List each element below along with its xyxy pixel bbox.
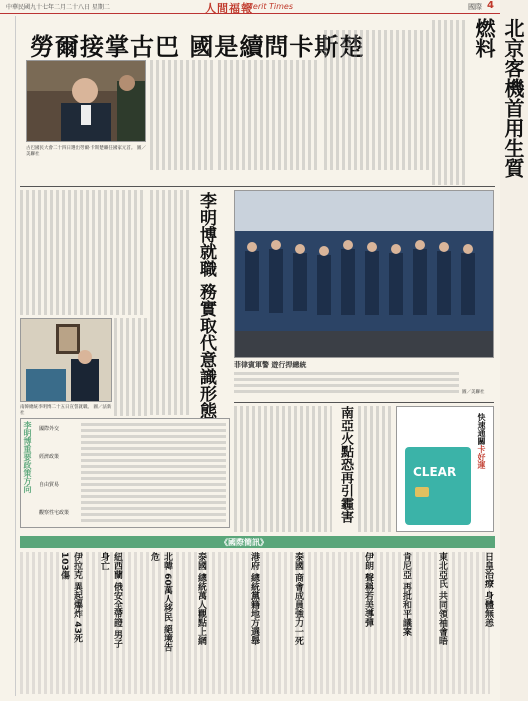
briefs-banner-title: 《國際簡訊》 xyxy=(220,538,268,547)
story3-body-col2 xyxy=(20,190,145,315)
lee-myung-bak-photo xyxy=(21,319,111,401)
story4-caption-body xyxy=(234,372,459,396)
story5-body-right xyxy=(358,406,393,532)
story1-caption-text: 古巴國民大會二十四日選出勞爾·卡斯楚繼任國家元首。 xyxy=(26,146,136,151)
story5-headline: 南亞火點恐再引霾害 xyxy=(338,406,353,523)
issue-date: 中華民國九十七年二月二十八日 星期二 xyxy=(6,4,110,11)
page-number: 4 xyxy=(487,0,494,11)
brief-item-title: 伊朗 聲稱若美導彈 xyxy=(363,552,373,628)
story1-body-col2 xyxy=(218,60,318,170)
divider-mid xyxy=(234,402,494,403)
policy-row-label: 觀察性宅政策 xyxy=(39,510,70,516)
raul-castro-photo xyxy=(27,61,145,141)
left-margin-strip xyxy=(0,16,16,696)
ad-accent: 卡好運 xyxy=(477,445,487,469)
policy-row-label: 自由貿易 xyxy=(39,482,60,488)
story4-caption-title: 菲律賓軍警 遊行捍總統 xyxy=(234,361,307,369)
police-march-photo xyxy=(235,191,493,357)
policy-row-label: 國際外交 xyxy=(39,426,60,432)
brief-item-title: 泰國 商會成員強力一死 xyxy=(293,552,303,646)
story3-body-col1 xyxy=(150,190,192,415)
story3-headline: 李明博就職 務實取代意識形態 xyxy=(196,192,216,419)
policy-row xyxy=(39,453,59,460)
policy-row xyxy=(39,481,59,488)
story3-photo xyxy=(20,318,112,402)
divider-top xyxy=(20,186,495,187)
brief-item-title: 肯尼亞 再批和平議案 xyxy=(401,552,411,637)
policy-sidebar-box xyxy=(20,418,230,528)
story5-body-left xyxy=(234,406,332,532)
ad-title-text: 快速通關 xyxy=(477,413,487,445)
section-name: 國際 xyxy=(468,3,482,11)
story1-caption xyxy=(26,146,146,158)
page-header xyxy=(0,0,500,14)
story3-caption xyxy=(20,405,112,417)
clear-brand: CLEAR xyxy=(413,465,457,479)
story3-photo-credit: 圖／法新社 xyxy=(20,405,112,416)
story4-caption xyxy=(234,362,494,370)
brief-item-title: 紐西蘭 俄安全帶證 男子身亡 xyxy=(99,552,122,649)
story3-caption-text: 南韓總統李明博二十五日宣誓就職。 xyxy=(20,405,92,410)
brief-item-title: 東北亞氏 共同領袖會晤 xyxy=(437,552,447,646)
brief-item-title: 北韓 60萬人移民 絕境告危 xyxy=(149,552,172,652)
newspaper-logo: 人間福報 xyxy=(205,2,253,15)
brief-item-title: 伊拉克 異起爆炸 43死103傷 xyxy=(59,552,82,643)
story3-body-col3 xyxy=(114,318,148,416)
story1-body-col3 xyxy=(324,30,429,170)
newspaper-english-name: Merit Times xyxy=(246,2,294,11)
story1-body-col1 xyxy=(150,60,215,170)
ad-title xyxy=(477,413,488,473)
brief-item-title: 日皇治療 身體無恙 xyxy=(483,552,493,628)
story1-photo xyxy=(26,60,146,142)
chip-icon xyxy=(415,487,429,497)
briefs-banner xyxy=(20,536,495,548)
story2-body xyxy=(432,20,466,185)
policy-row xyxy=(39,509,69,516)
brief-item-title: 泰國 總統萬人觀點上網 xyxy=(196,552,206,646)
policy-sidebar-body xyxy=(81,423,226,525)
briefs-body-text xyxy=(20,552,490,694)
story2-headline: 北京客機首用生質燃料 xyxy=(472,18,525,178)
brief-item-title: 港府 總統黨籍地方選舉 xyxy=(249,552,259,646)
clear-card-graphic xyxy=(405,447,471,525)
policy-row-label: 經濟政策 xyxy=(39,454,60,460)
policy-sidebar-title: 李明博重要政策方向 xyxy=(23,421,33,493)
story4-photo-credit: 圖／美聯社 xyxy=(462,390,485,395)
clear-card-ad xyxy=(396,406,494,532)
story1-headline: 勞爾接掌古巴 國是續問卡斯楚 xyxy=(30,32,365,61)
story1-photo-credit: 圖／美聯社 xyxy=(26,146,146,157)
policy-row xyxy=(39,425,59,432)
story4-photo xyxy=(234,190,494,358)
